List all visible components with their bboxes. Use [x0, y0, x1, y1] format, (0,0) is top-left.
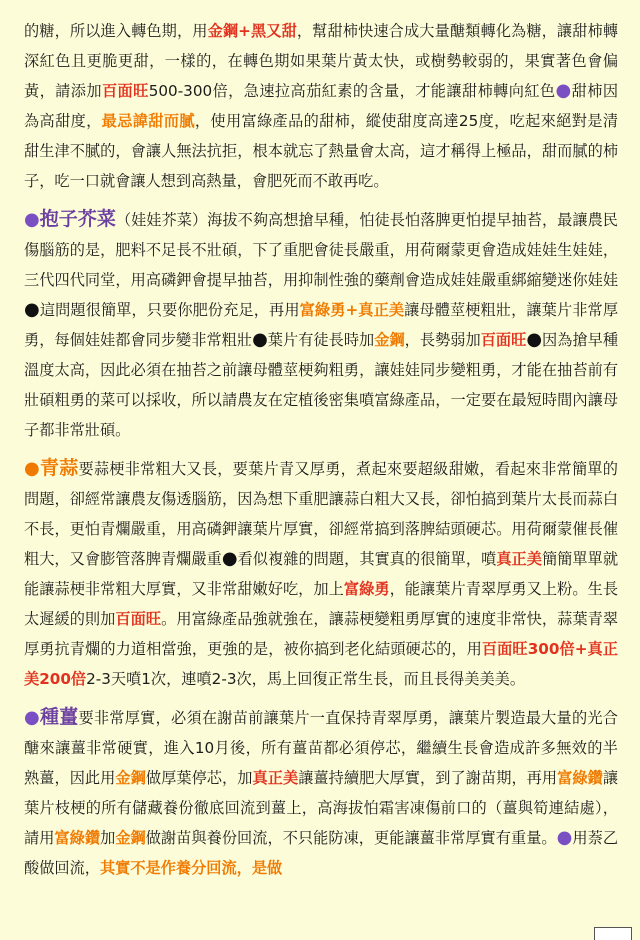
text: 2-3天噴1次，連噴2-3次，馬上回復正常生長，而且長得美美美。	[86, 670, 526, 688]
product-highlight: 百面旺	[115, 610, 162, 628]
product-highlight: 金鋼	[115, 769, 146, 787]
emphasis-highlight: 最忌諱甜而膩	[101, 112, 195, 130]
page-corner-box	[594, 927, 632, 940]
purple-dot-icon: ●	[556, 827, 573, 848]
product-highlight: 金鋼	[374, 331, 405, 349]
text: ，使用富綠產品的甜柿，縱使甜度高達25度，吃起來絕對是清甜生津不膩的，會讓人無法抗拒，根本就忘了熱量會太高，這才稱得上極品，甜而膩的柿子，吃一口就會讓人想到高熱量，會肥死而不敢再吃。	[24, 112, 619, 190]
text: 甜柿因為高甜度，	[24, 82, 619, 130]
product-highlight: 富綠勇+真正美	[299, 301, 405, 319]
text: 用萘乙酸做回流，	[24, 829, 619, 877]
purple-dot-icon: ●	[555, 80, 572, 101]
text: 簡簡單單就能讓蒜梗非常粗大厚實，又非常甜嫩好吃，加上	[24, 550, 619, 598]
text: ，能讓葉片青翠厚勇又上粉。生長太遲緩的則加	[24, 580, 619, 628]
paragraph-persimmon	[24, 16, 618, 196]
section-heading: 青蒜	[39, 457, 79, 479]
text: ，長勢弱加	[404, 331, 481, 349]
text: 讓母體莖梗粗壯，讓葉片非常厚勇，每個娃娃都會同步變非常粗壯	[24, 301, 619, 349]
text: 要蒜梗非常粗大又長，要葉片青又厚勇，煮起來要超級甜嫩，看起來非常簡單的問題，卻經常讓農友傷透腦筋，因為想下重肥讓蒜白粗大又長，卻怕搞到葉片太長而蒜白不長，更怕青爛嚴重，用高磷鉀讓葉片厚實，卻經常搞到落脾結頭硬芯。用荷爾蒙催長催粗大，又會膨管落脾青爛嚴重	[24, 460, 618, 568]
paragraph-ginger	[24, 702, 618, 883]
text: （娃娃芥菜）海拔不夠高想搶早種，怕徒長怕落脾更怕提早抽苔，最讓農民傷腦筋的是，肥料不足長不壯碩，下了重肥會徒長嚴重，用荷爾蒙更會造成娃娃生娃娃，三代四代同堂，用高磷鉀會提早抽苔，用抑制性強的藥劑會造成娃娃嚴重綁縮變迷你娃娃	[24, 211, 618, 289]
product-highlight: 真正美	[496, 550, 542, 568]
emphasis-highlight: 其實不是作養分回流，是做	[99, 859, 283, 877]
text: 加	[100, 829, 116, 847]
text: 500-300倍，急速拉高茄紅素的含量，才能讓甜柿轉向紅色	[148, 82, 556, 100]
purple-dot-icon: ●	[24, 707, 40, 728]
orange-dot-icon: ●	[24, 458, 40, 479]
product-highlight: 富綠鑽	[557, 769, 603, 787]
purple-dot-icon: ●	[24, 209, 40, 230]
section-heading: 抱子芥菜	[39, 208, 116, 230]
text: 做厚葉停芯，加	[145, 769, 253, 787]
product-highlight: 富綠勇	[343, 580, 390, 598]
product-highlight: 百面旺300倍+真正美200倍	[24, 640, 618, 688]
section-heading: 種薑	[39, 706, 79, 728]
text: 讓薑持續肥大厚實，到了謝苗期，再用	[298, 769, 558, 787]
paragraph-garlic	[24, 453, 618, 694]
black-dot-icon: ●	[221, 548, 238, 569]
text: 做謝苗與養份回流，不只能防凍，更能讓薑非常厚實有重量。	[145, 829, 557, 847]
black-dot-icon: ●	[526, 329, 543, 350]
text: 因為搶早種溫度太高，因此必須在抽苔之前讓母體莖梗夠粗勇，讓娃娃同步變粗勇，才能在抽苔前有壯碩粗勇的菜可以採收，所以請農友在定植後密集噴富綠產品，一定要在最短時間內讓母子都非常壯碩。	[24, 331, 619, 439]
text: 的糖，所以進入轉色期，用	[24, 22, 208, 40]
text: 讓葉片枝梗的所有儲藏養份徹底回流到薑上，高海拔怕霜害凍傷前口的（薑與筍連結處），請用	[24, 769, 619, 847]
product-highlight: 富綠鑽	[54, 829, 101, 847]
text: 看似複雜的問題，其實真的很簡單，噴	[237, 550, 497, 568]
product-highlight: 百面旺	[480, 331, 527, 349]
text: 。用富綠產品強就強在，讓蒜梗變粗勇厚實的速度非常快，蒜葉青翠厚勇抗青爛的力道相當強，更強的是，被你搞到老化結頭硬芯的，用	[24, 610, 619, 658]
text: 葉片有徒長時加	[267, 331, 375, 349]
black-dot-icon: ●	[24, 299, 40, 320]
paragraph-mustard	[24, 204, 618, 445]
text: ，幫甜柿快速合成大量醣類轉化為糖，讓甜柿轉深紅色且更脆更甜，一樣的，在轉色期如果葉片黃太快，或樹勢較弱的，果實著色會偏黃，請添加	[24, 22, 619, 100]
product-highlight: 真正美	[252, 769, 299, 787]
product-highlight: 百面旺	[101, 82, 149, 100]
black-dot-icon: ●	[252, 329, 268, 350]
text: 這問題很簡單，只要你肥份充足，再用	[39, 301, 300, 319]
product-highlight: 金鋼+黑又甜	[207, 22, 297, 40]
article-body	[24, 16, 618, 891]
text: 要非常厚實，必須在謝苗前讓葉片一直保持青翠厚勇，讓葉片製造最大量的光合醣來讓薑非常硬實，進入10月後，所有薑苗都必須停芯，繼續生長會造成許多無效的半熟薑，因此用	[24, 709, 618, 787]
product-highlight: 金鋼	[115, 829, 146, 847]
